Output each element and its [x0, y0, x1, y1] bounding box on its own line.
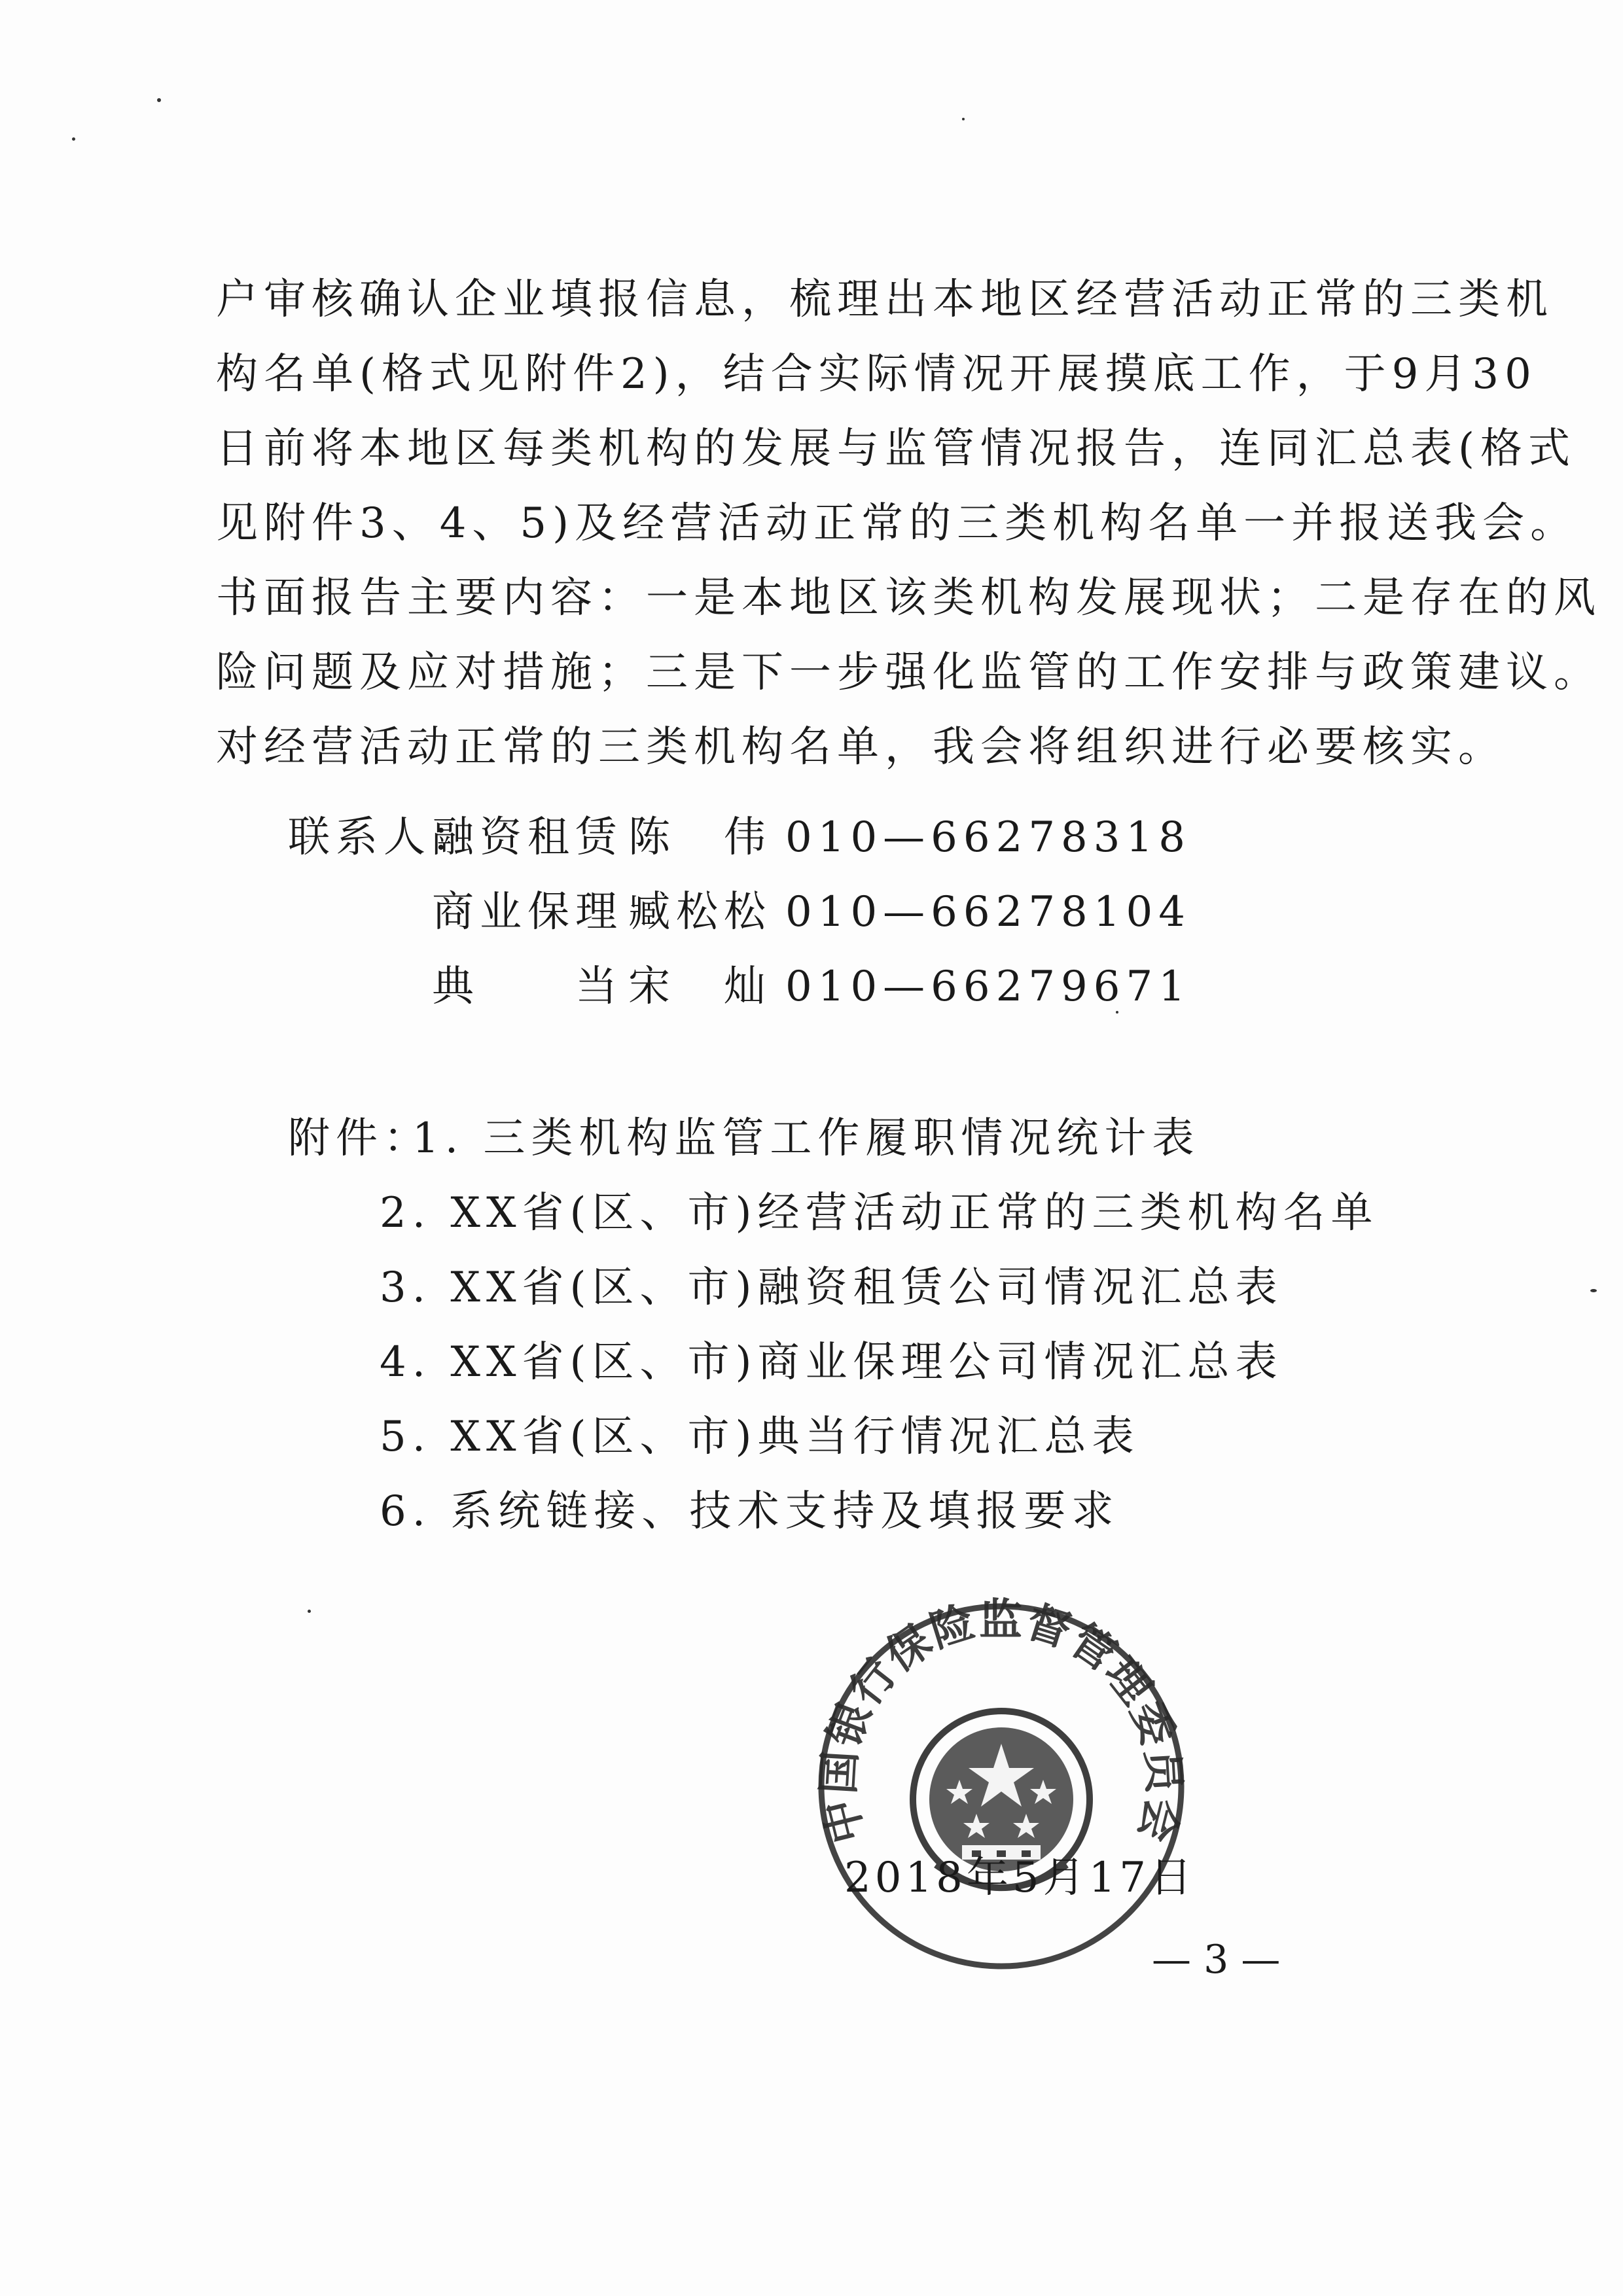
paragraph-line: 对经营活动正常的三类机构名单，我会将组织进行必要核实。: [216, 723, 1506, 771]
attachment-item: 2. XX省(区、市)经营活动正常的三类机构名单: [380, 1189, 1379, 1237]
attachment-item: 3. XX省(区、市)融资租赁公司情况汇总表: [380, 1263, 1283, 1312]
scan-speck: [157, 98, 161, 102]
contact-phone: 010—66278318: [785, 813, 1191, 862]
contact-category: 商业保理: [432, 888, 623, 936]
attachment-item: 1. 三类机构监管工作履职情况统计表: [412, 1114, 1200, 1163]
contact-name: 宋 灿: [628, 963, 772, 1011]
scan-speck: [72, 137, 75, 141]
contact-category: 融资租赁: [432, 813, 623, 862]
paragraph-line: 见附件3、4、5)及经营活动正常的三类机构名单一并报送我会。: [216, 499, 1578, 548]
scan-speck: [308, 1610, 311, 1613]
contact-name: 臧松松: [628, 888, 772, 936]
contact-phone: 010—66278104: [785, 888, 1191, 936]
contact-phone: 010—66279671: [785, 963, 1191, 1011]
attachments-label: 附件：: [288, 1114, 431, 1163]
paragraph-line: 构名单(格式见附件2)，结合实际情况开展摸底工作，于9月30: [216, 350, 1537, 398]
scan-speck: [962, 118, 965, 120]
contact-label: 联系人：: [288, 813, 479, 862]
paragraph-line: 日前将本地区每类机构的发展与监管情况报告，连同汇总表(格式: [216, 425, 1576, 473]
seal-graphic: [805, 1583, 1198, 1976]
paragraph-line: 书面报告主要内容：一是本地区该类机构发展现状；二是存在的风: [216, 574, 1601, 622]
attachment-item: 4. XX省(区、市)商业保理公司情况汇总表: [380, 1338, 1283, 1386]
seal-text-arc: 中国银行保险监督管理委员会: [813, 1594, 1190, 1848]
attachment-item: 6. 系统链接、技术支持及填报要求: [380, 1487, 1120, 1536]
scan-speck: [1590, 1289, 1597, 1292]
page-number: — 3 —: [1152, 1937, 1281, 1983]
attachment-item: 5. XX省(区、市)典当行情况汇总表: [380, 1413, 1140, 1461]
contact-name: 陈 伟: [628, 813, 772, 862]
official-seal: [805, 1583, 1198, 1976]
issue-date: 2018年5月17日: [844, 1854, 1196, 1902]
paragraph-line: 户审核确认企业填报信息，梳理出本地区经营活动正常的三类机: [216, 275, 1554, 324]
paragraph-line: 险问题及应对措施；三是下一步强化监管的工作安排与政策建议。: [216, 648, 1601, 697]
contact-category: 典 当: [432, 963, 623, 1011]
